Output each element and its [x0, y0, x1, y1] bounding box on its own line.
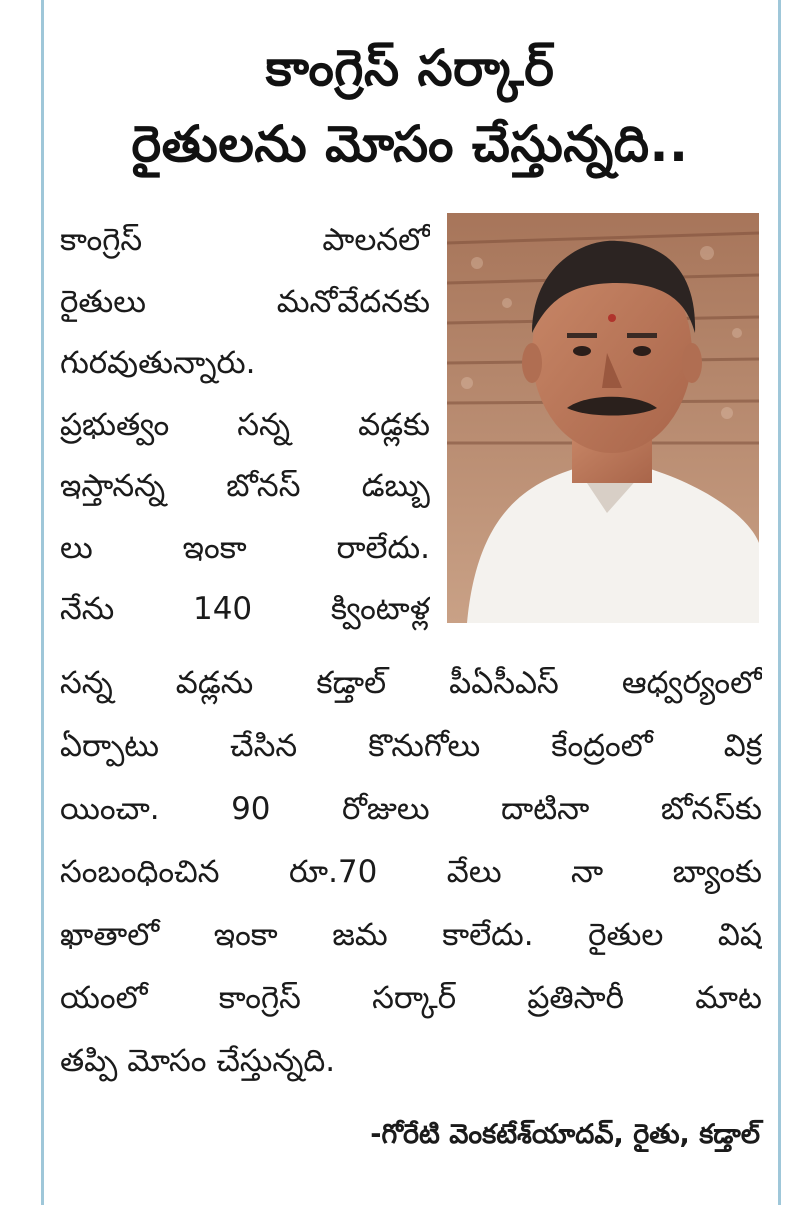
body-line: యించా. 90 రోజులు దాటినా బోనస్‌కు	[60, 791, 762, 827]
body-line: ఖాతాలో ఇంకా జమ కాలేదు. రైతుల విష	[60, 917, 762, 953]
farmer-portrait-icon	[447, 213, 759, 623]
body-line: నేను 140 క్వింటాళ్ల	[60, 591, 430, 627]
body-line: తప్పి మోసం చేస్తున్నది.	[60, 1043, 336, 1079]
body-line: కాంగ్రెస్ పాలనలో	[60, 222, 430, 258]
farmer-photo	[447, 213, 759, 623]
headline-line-2: రైతులను మోసం చేస్తున్నది..	[131, 115, 689, 173]
body-line: ఇస్తానన్న బోనస్ డబ్బు	[60, 468, 430, 504]
body-line: సన్న వడ్లను కడ్తాల్ పీఏసీఎస్ ఆధ్వర్యంలో	[60, 665, 762, 701]
body-line: గురవుతున్నారు.	[60, 345, 256, 381]
column-rule-right	[778, 0, 781, 1205]
article-body-wide	[60, 652, 762, 1093]
column-rule-left	[41, 0, 44, 1205]
body-line: యంలో కాంగ్రెస్ సర్కార్ ప్రతిసారీ మాట	[60, 980, 762, 1016]
body-line: లు ఇంకా రాలేదు.	[60, 529, 430, 566]
byline: -గోరేటి వెంకటేశ్‌యాదవ్, రైతు, కడ్తాల్	[370, 1119, 760, 1150]
body-line: ప్రభుత్వం సన్న వడ్లకు	[60, 406, 430, 443]
body-line: రైతులు మనోవేదనకు	[60, 283, 430, 320]
headline-line-1: కాంగ్రెస్ సర్కార్	[265, 39, 555, 97]
article-body-narrow	[60, 210, 430, 641]
body-line: సంబంధించిన రూ.70 వేలు నా బ్యాంకు	[60, 854, 762, 890]
body-line: ఏర్పాటు చేసిన కొనుగోలు కేంద్రంలో విక్ర	[60, 728, 762, 764]
